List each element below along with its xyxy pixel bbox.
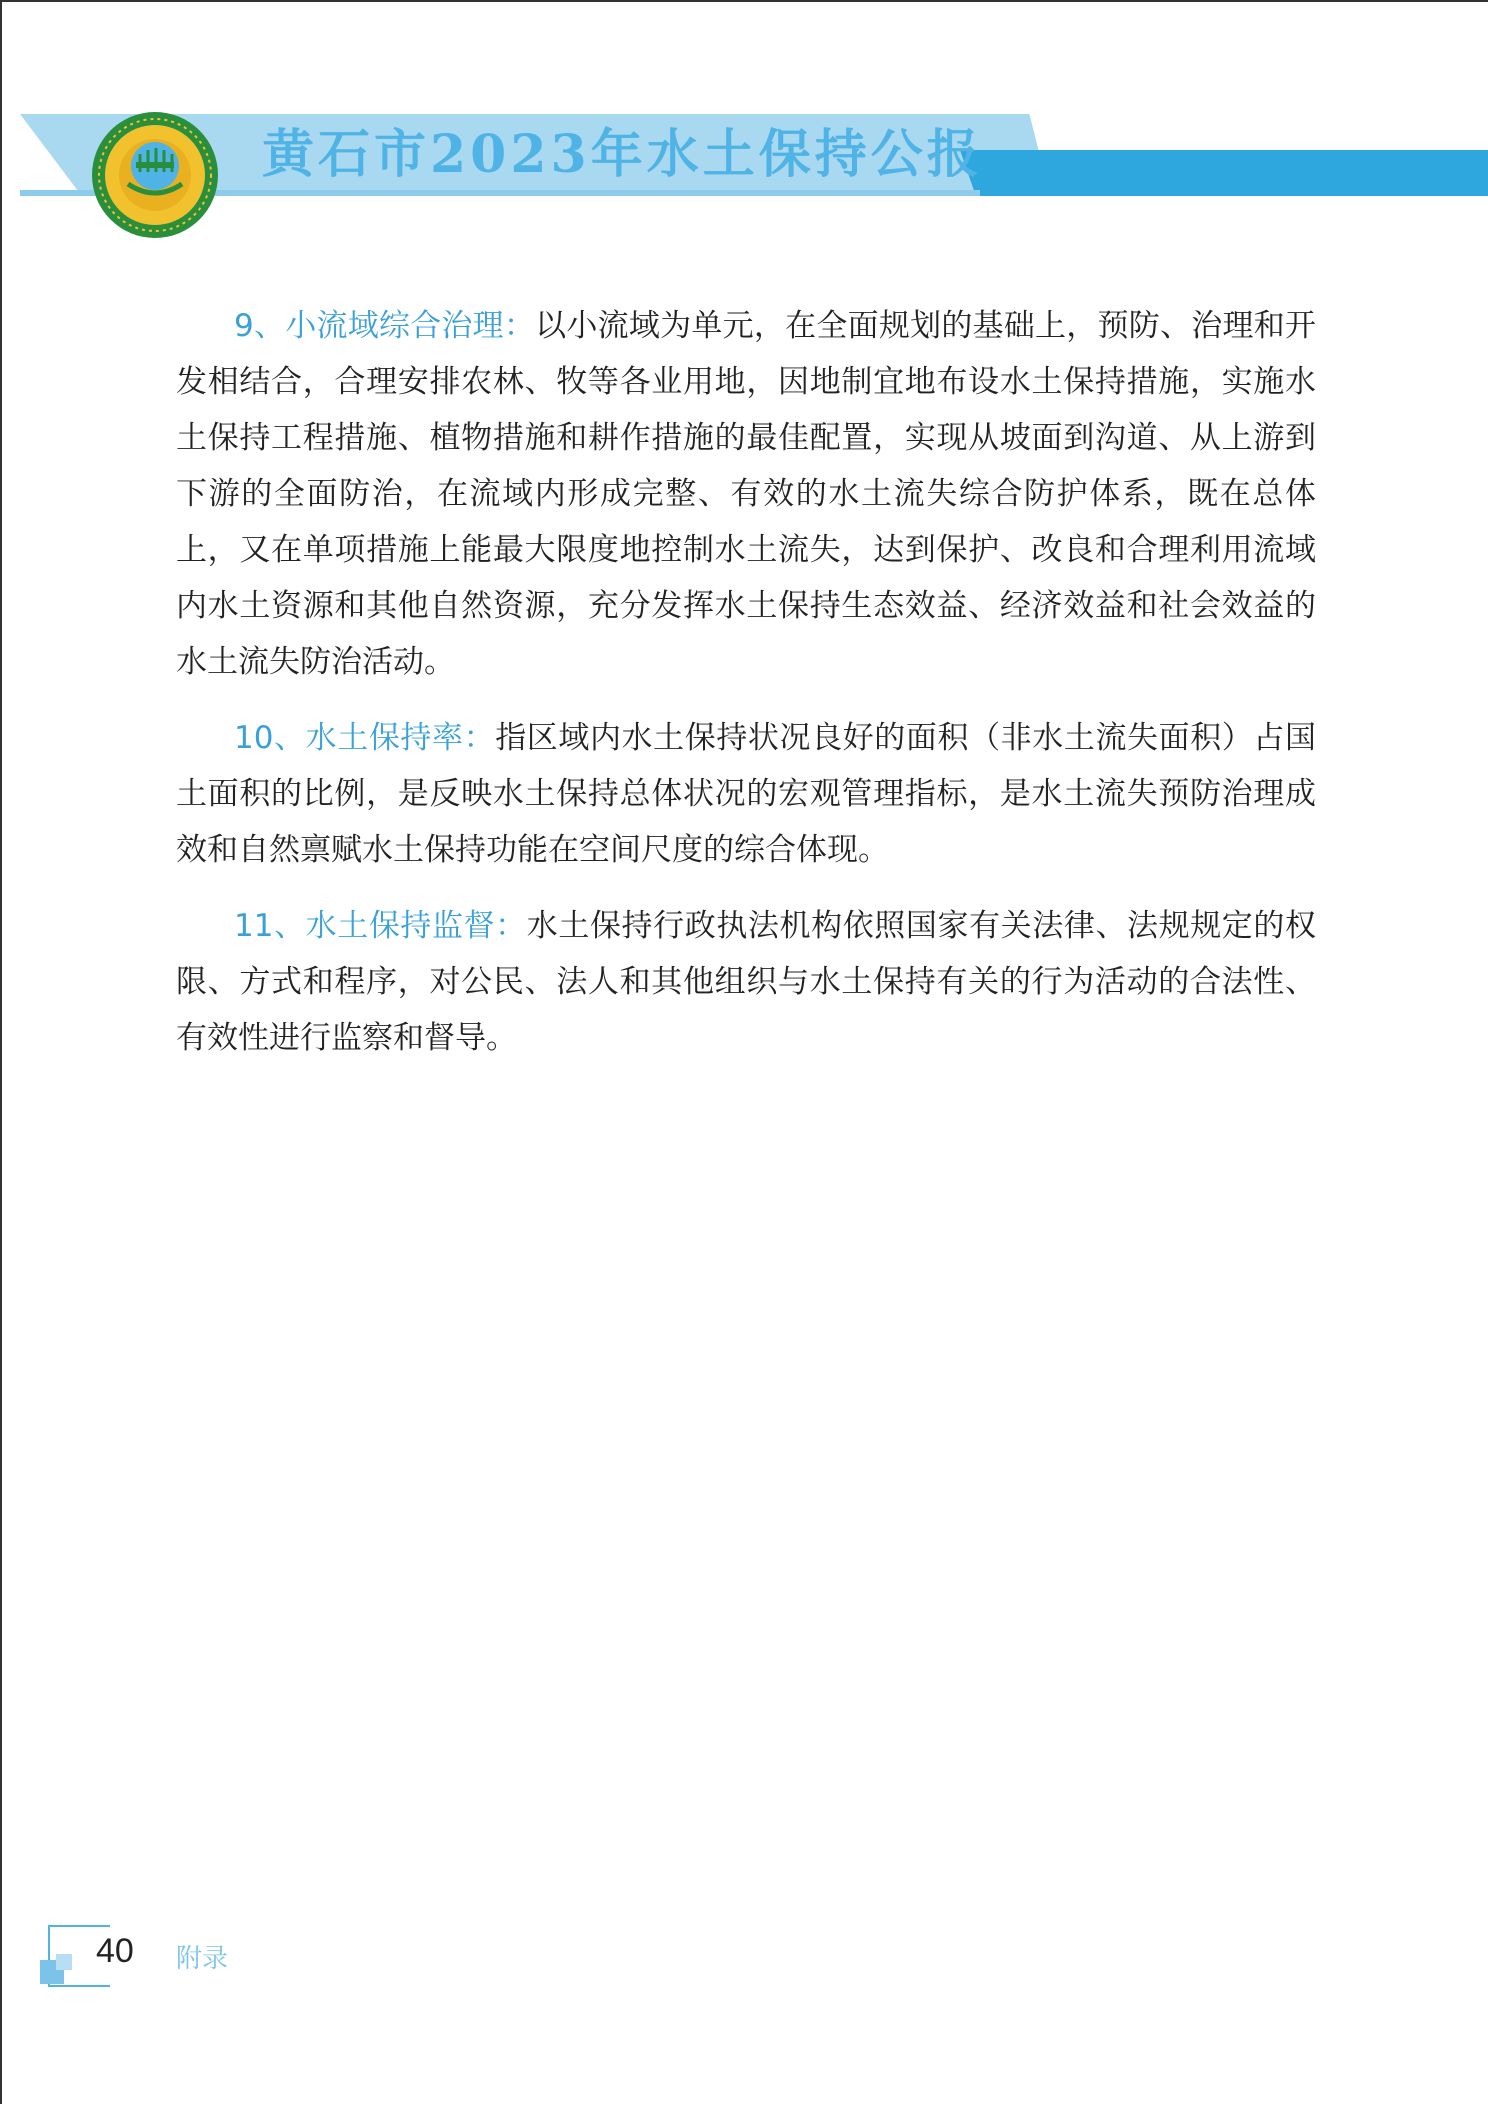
page-number: 40: [96, 1932, 134, 1970]
page-border-left: [0, 0, 2, 2104]
page-border-top: [0, 0, 1488, 2]
term-definition: 以小流域为单元，在全面规划的基础上，预防、治理和开发相结合，合理安排农林、牧等各业用地，因地制宜地布设水土保持措施，实施水土保持工程措施、植物措施和耕作措施的最佳配置，实现从坡面到沟道、从上游到下游的全面防治，在流域内形成完整、有效的水土流失综合防护体系，既在总体上，又在单项措施上能最大限度地控制水土流失，达到保护、改良和合理利用流域内水土资源和其他自然资源，充分发挥水土保持生态效益、经济效益和社会效益的水土流失防治活动。: [176, 308, 1316, 680]
page-footer: [36, 1920, 336, 2000]
term-label: 9、小流域综合治理：: [234, 308, 536, 344]
main-content: [176, 298, 1316, 1086]
term-label: 11、水土保持监督：: [234, 908, 527, 944]
term-definition: 指区域内水土保持状况良好的面积（非水土流失面积）占国土面积的比例，是反映水土保持总体状况的宏观管理指标，是水土流失预防治理成效和自然禀赋水土保持功能在空间尺度的综合体现。: [176, 720, 1316, 868]
paragraph-conservation-supervision: [176, 898, 1316, 1066]
paragraph-small-watershed: [176, 298, 1316, 690]
section-label: 附录: [176, 1944, 229, 1974]
term-label: 10、水土保持率：: [234, 720, 496, 756]
paragraph-conservation-rate: [176, 710, 1316, 878]
page-header: [0, 110, 1488, 220]
header-band-accent: [960, 150, 1488, 196]
page-title: 黄石市2023年水土保持公报: [262, 124, 983, 185]
emblem-logo-icon: [90, 110, 220, 240]
footer-square-decor-light: [56, 1954, 72, 1970]
term-definition: 水土保持行政执法机构依照国家有关法律、法规规定的权限、方式和程序，对公民、法人和其他组织与水土保持有关的行为活动的合法性、有效性进行监察和督导。: [176, 908, 1316, 1056]
